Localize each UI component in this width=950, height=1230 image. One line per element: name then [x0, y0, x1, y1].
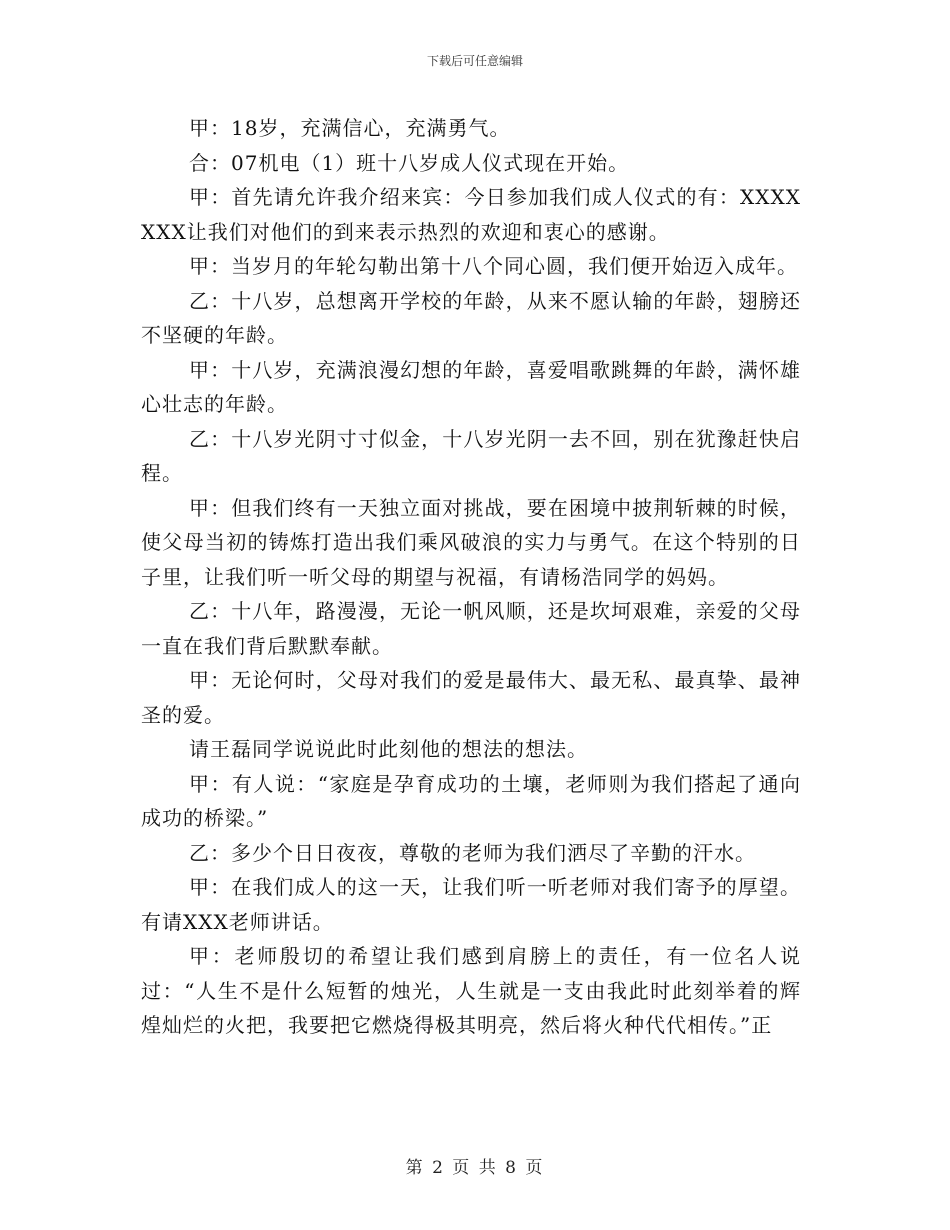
document-body — [141, 111, 801, 1043]
paragraph: 甲：在我们成人的这一天，让我们听一听老师对我们寄予的厚望。有请XXX老师讲话。 — [141, 875, 801, 934]
paragraph: 甲：有人说：“家庭是孕育成功的土壤，老师则为我们搭起了通向成功的桥梁。” — [141, 771, 801, 830]
paragraph: 乙：十八岁光阴寸寸似金，十八岁光阴一去不回，别在犹豫赶快启程。 — [141, 426, 801, 485]
paragraph: 甲：无论何时，父母对我们的爱是最伟大、最无私、最真挚、最神圣的爱。 — [141, 668, 801, 727]
paragraph: 乙：十八岁，总想离开学校的年龄，从来不愿认输的年龄，翅膀还不坚硬的年龄。 — [141, 288, 801, 347]
paragraph: 甲：老师殷切的希望让我们感到肩膀上的责任，有一位名人说过：“人生不是什么短暂的烛光，人生就是一支由我此时此刻举着的辉煌灿烂的火把，我要把它燃烧得极其明亮，然后将火种代代相传。”正 — [141, 944, 801, 1037]
page-number: 第 2 页 共 8 页 — [405, 1158, 545, 1178]
paragraph: 甲：18岁，充满信心，充满勇气。 — [189, 116, 511, 140]
paragraph: 甲：首先请允许我介绍来宾：今日参加我们成人仪式的有：XXXXXXX让我们对他们的到来表示热烈的欢迎和衷心的感谢。 — [141, 185, 801, 244]
paragraph: 甲：当岁月的年轮勾勒出第十八个同心圆，我们便开始迈入成年。 — [189, 254, 798, 278]
paragraph: 甲：十八岁，充满浪漫幻想的年龄，喜爱唱歌跳舞的年龄，满怀雄心壮志的年龄。 — [141, 357, 801, 416]
paragraph: 合：07机电（1）班十八岁成人仪式现在开始。 — [189, 150, 630, 175]
page-header: 下载后可任意编辑 — [426, 54, 523, 68]
paragraph: 乙：多少个日日夜夜，尊敬的老师为我们洒尽了辛勤的汗水。 — [189, 840, 756, 865]
paragraph: 甲：但我们终有一天独立面对挑战，要在困境中披荆斩棘的时候，使父母当初的铸炼打造出我们乘风破浪的实力与勇气。在这个特别的日子里，让我们听一听父母的期望与祝福，有请杨浩同学的妈妈。 — [141, 495, 801, 589]
paragraph: 乙：十八年，路漫漫，无论一帆风顺，还是坎坷艰难，亲爱的父母一直在我们背后默默奉献。 — [141, 599, 801, 658]
paragraph: 请王磊同学说说此时此刻他的想法的想法。 — [189, 737, 588, 761]
